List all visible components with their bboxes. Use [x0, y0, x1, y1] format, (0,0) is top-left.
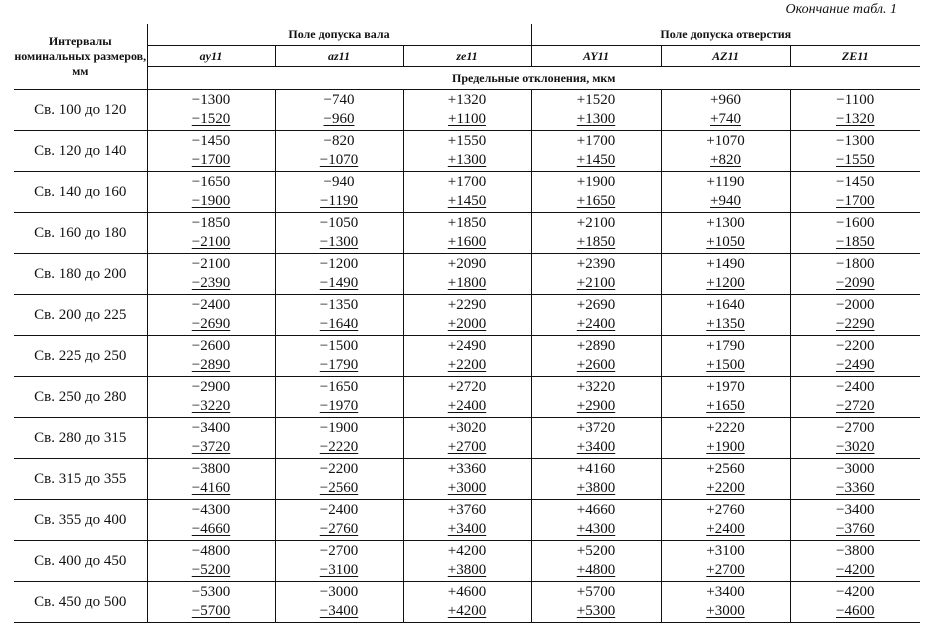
deviation-cell: [661, 213, 790, 254]
lower-deviation: −4600: [836, 603, 875, 619]
lower-deviation: +1450: [576, 152, 616, 168]
interval-cell: Св. 450 до 500: [14, 582, 147, 623]
lower-deviation: −5700: [191, 603, 231, 619]
deviation-cell: [403, 418, 531, 459]
deviation-cell: [661, 336, 790, 377]
lower-deviation: −4660: [191, 521, 231, 537]
upper-deviation: +5700: [576, 584, 616, 600]
upper-deviation: −4200: [836, 584, 875, 600]
upper-deviation: +3220: [576, 379, 616, 395]
lower-deviation: +1650: [706, 398, 745, 414]
deviation-cell: [531, 295, 661, 336]
upper-deviation: −2400: [836, 379, 875, 395]
deviation-cell: [147, 172, 275, 213]
deviation-cell: [531, 172, 661, 213]
lower-deviation: −1190: [320, 193, 358, 209]
interval-cell: Св. 250 до 280: [14, 377, 147, 418]
lower-deviation: +3000: [447, 480, 487, 496]
lower-deviation: −1300: [319, 234, 359, 250]
upper-deviation: −820: [323, 133, 355, 149]
upper-deviation: −3000: [836, 461, 875, 477]
lower-deviation: −2490: [836, 357, 875, 373]
lower-deviation: −1970: [319, 398, 359, 414]
lower-deviation: +3000: [706, 603, 745, 619]
upper-deviation: −2200: [319, 461, 359, 477]
column-header-az11: az11: [275, 46, 403, 67]
lower-deviation: −3360: [836, 480, 875, 496]
lower-deviation: +1200: [706, 275, 745, 291]
tolerance-table: [14, 24, 920, 623]
column-header-ze11: ze11: [403, 46, 531, 67]
upper-deviation: −1300: [836, 133, 875, 149]
upper-deviation: +1850: [447, 215, 487, 231]
table-row: [14, 172, 920, 213]
upper-deviation: −740: [323, 92, 355, 108]
deviation-cell: [531, 336, 661, 377]
upper-deviation: −1200: [319, 256, 359, 272]
lower-deviation: −3760: [836, 521, 875, 537]
deviation-cell: [403, 377, 531, 418]
deviation-cell: [403, 213, 531, 254]
table-row: [14, 377, 920, 418]
deviation-cell: [403, 254, 531, 295]
upper-deviation: −1850: [191, 215, 231, 231]
deviation-cell: [531, 377, 661, 418]
upper-deviation: +3400: [706, 584, 745, 600]
table-row: [14, 418, 920, 459]
lower-deviation: +2900: [576, 398, 616, 414]
deviation-cell: [147, 459, 275, 500]
deviation-cell: [275, 295, 403, 336]
lower-deviation: −1070: [319, 152, 359, 168]
lower-deviation: −1640: [319, 316, 359, 332]
lower-deviation: +1650: [576, 193, 616, 209]
column-header-AZ11: AZ11: [661, 46, 790, 67]
upper-deviation: +2090: [447, 256, 487, 272]
upper-deviation: +1700: [576, 133, 616, 149]
upper-deviation: −2200: [836, 338, 875, 354]
column-header-ay11: ay11: [147, 46, 275, 67]
deviation-cell: [790, 459, 920, 500]
deviation-cell: [147, 90, 275, 131]
lower-deviation: −2090: [836, 275, 875, 291]
deviation-cell: [275, 131, 403, 172]
deviation-cell: [531, 90, 661, 131]
lower-deviation: −4160: [191, 480, 231, 496]
upper-deviation: +5200: [576, 543, 616, 559]
lower-deviation: +1850: [576, 234, 616, 250]
deviation-cell: [147, 213, 275, 254]
lower-deviation: +3800: [576, 480, 616, 496]
lower-deviation: +2400: [447, 398, 487, 414]
deviation-cell: [147, 295, 275, 336]
lower-deviation: +1450: [447, 193, 487, 209]
deviation-cell: [275, 500, 403, 541]
upper-deviation: −2700: [319, 543, 359, 559]
lower-deviation: −2390: [191, 275, 231, 291]
deviation-cell: [403, 172, 531, 213]
lower-deviation: −1520: [191, 111, 231, 127]
upper-deviation: −3000: [319, 584, 359, 600]
lower-deviation: −2890: [191, 357, 231, 373]
lower-deviation: +2600: [576, 357, 616, 373]
deviation-cell: [275, 418, 403, 459]
deviation-cell: [790, 172, 920, 213]
upper-deviation: −940: [323, 174, 355, 190]
upper-deviation: +3020: [447, 420, 487, 436]
upper-deviation: +1970: [706, 379, 745, 395]
deviation-cell: [790, 541, 920, 582]
upper-deviation: −3400: [836, 502, 875, 518]
deviation-cell: [531, 131, 661, 172]
lower-deviation: +1500: [706, 357, 745, 373]
lower-deviation: −1550: [836, 152, 875, 168]
lower-deviation: −1700: [836, 193, 875, 209]
lower-deviation: +1350: [706, 316, 745, 332]
upper-deviation: +3760: [447, 502, 487, 518]
interval-cell: Св. 100 до 120: [14, 90, 147, 131]
deviation-cell: [531, 254, 661, 295]
deviation-cell: [147, 336, 275, 377]
upper-deviation: −3800: [836, 543, 875, 559]
lower-deviation: +1300: [447, 152, 487, 168]
lower-deviation: −2690: [191, 316, 231, 332]
deviation-cell: [661, 131, 790, 172]
lower-deviation: −2290: [836, 316, 875, 332]
lower-deviation: −1700: [191, 152, 231, 168]
upper-deviation: −1450: [836, 174, 875, 190]
table-row: [14, 90, 920, 131]
upper-deviation: −5300: [191, 584, 231, 600]
deviation-cell: [661, 377, 790, 418]
lower-deviation: −1850: [836, 234, 875, 250]
lower-deviation: −1490: [319, 275, 359, 291]
upper-deviation: −1350: [319, 297, 359, 313]
lower-deviation: +1800: [447, 275, 487, 291]
deviation-cell: [790, 377, 920, 418]
deviation-cell: [403, 459, 531, 500]
column-header-ZE11: ZE11: [790, 46, 920, 67]
lower-deviation: −1790: [319, 357, 359, 373]
interval-cell: Св. 200 до 225: [14, 295, 147, 336]
upper-deviation: +2560: [706, 461, 745, 477]
deviation-cell: [275, 377, 403, 418]
upper-deviation: +960: [710, 92, 741, 108]
upper-deviation: +2760: [706, 502, 745, 518]
deviation-cell: [661, 582, 790, 623]
upper-deviation: +1520: [576, 92, 616, 108]
upper-deviation: +3360: [447, 461, 487, 477]
upper-deviation: +4200: [447, 543, 487, 559]
deviation-cell: [531, 418, 661, 459]
deviation-cell: [661, 418, 790, 459]
lower-deviation: −4200: [836, 562, 875, 578]
deviation-cell: [403, 336, 531, 377]
upper-deviation: +1300: [706, 215, 745, 231]
upper-deviation: +4600: [447, 584, 487, 600]
deviation-cell: [661, 541, 790, 582]
deviations-header: Предельные отклонения, мкм: [147, 67, 920, 90]
shaft-group-header: Поле допуска вала: [147, 24, 531, 46]
lower-deviation: +1050: [706, 234, 745, 250]
lower-deviation: +4300: [576, 521, 616, 537]
lower-deviation: −5200: [191, 562, 231, 578]
upper-deviation: +1640: [706, 297, 745, 313]
lower-deviation: +1300: [576, 111, 616, 127]
lower-deviation: +2700: [706, 562, 745, 578]
deviation-cell: [147, 541, 275, 582]
lower-deviation: −2560: [319, 480, 359, 496]
deviation-cell: [275, 582, 403, 623]
lower-deviation: +1600: [447, 234, 487, 250]
deviation-cell: [147, 254, 275, 295]
table-row: [14, 131, 920, 172]
intervals-header: Интервалы номинальных размеров, мм: [14, 24, 147, 90]
lower-deviation: +2200: [706, 480, 745, 496]
upper-deviation: +3100: [706, 543, 745, 559]
lower-deviation: −3400: [319, 603, 359, 619]
lower-deviation: −2100: [191, 234, 231, 250]
lower-deviation: +2000: [447, 316, 487, 332]
deviation-cell: [790, 131, 920, 172]
table-row: [14, 336, 920, 377]
table-row: [14, 541, 920, 582]
deviation-cell: [403, 131, 531, 172]
deviation-cell: [275, 336, 403, 377]
lower-deviation: +4800: [576, 562, 616, 578]
deviation-cell: [661, 459, 790, 500]
upper-deviation: −4800: [191, 543, 231, 559]
interval-cell: Св. 280 до 315: [14, 418, 147, 459]
interval-cell: Св. 180 до 200: [14, 254, 147, 295]
upper-deviation: −1650: [319, 379, 359, 395]
lower-deviation: +940: [710, 193, 741, 209]
deviation-cell: [790, 418, 920, 459]
lower-deviation: +820: [710, 152, 741, 168]
table-row: [14, 295, 920, 336]
upper-deviation: +1320: [447, 92, 487, 108]
deviation-cell: [403, 541, 531, 582]
lower-deviation: −2760: [319, 521, 359, 537]
deviation-cell: [147, 500, 275, 541]
lower-deviation: +3400: [576, 439, 616, 455]
lower-deviation: +3400: [447, 521, 487, 537]
deviation-cell: [790, 254, 920, 295]
lower-deviation: −3100: [319, 562, 359, 578]
lower-deviation: −1320: [836, 111, 875, 127]
deviation-cell: [661, 295, 790, 336]
upper-deviation: +1190: [706, 174, 745, 190]
upper-deviation: −2600: [191, 338, 231, 354]
column-header-AY11: AY11: [531, 46, 661, 67]
upper-deviation: +2720: [447, 379, 487, 395]
hole-group-header: Поле допуска отверстия: [531, 24, 920, 46]
deviation-cell: [661, 90, 790, 131]
upper-deviation: −1050: [319, 215, 359, 231]
deviation-cell: [790, 336, 920, 377]
deviation-cell: [531, 541, 661, 582]
lower-deviation: −3020: [836, 439, 875, 455]
lower-deviation: −3220: [191, 398, 231, 414]
deviation-cell: [790, 582, 920, 623]
upper-deviation: −2400: [191, 297, 231, 313]
upper-deviation: +4160: [576, 461, 616, 477]
upper-deviation: −1800: [836, 256, 875, 272]
deviation-cell: [147, 418, 275, 459]
upper-deviation: +3720: [576, 420, 616, 436]
upper-deviation: −2900: [191, 379, 231, 395]
lower-deviation: −1900: [191, 193, 231, 209]
interval-cell: Св. 355 до 400: [14, 500, 147, 541]
upper-deviation: −3400: [191, 420, 231, 436]
upper-deviation: +2690: [576, 297, 616, 313]
table-row: [14, 254, 920, 295]
upper-deviation: −1900: [319, 420, 359, 436]
deviation-cell: [790, 500, 920, 541]
deviation-cell: [147, 377, 275, 418]
table-body: [14, 90, 920, 623]
upper-deviation: +1900: [576, 174, 616, 190]
deviation-cell: [403, 500, 531, 541]
deviation-cell: [275, 254, 403, 295]
deviation-cell: [403, 295, 531, 336]
deviation-cell: [275, 90, 403, 131]
upper-deviation: −2700: [836, 420, 875, 436]
upper-deviation: +2290: [447, 297, 487, 313]
deviation-cell: [275, 459, 403, 500]
deviation-cell: [790, 295, 920, 336]
lower-deviation: −960: [323, 111, 355, 127]
upper-deviation: −2000: [836, 297, 875, 313]
upper-deviation: +1490: [706, 256, 745, 272]
deviation-cell: [403, 90, 531, 131]
deviation-cell: [275, 541, 403, 582]
interval-cell: Св. 225 до 250: [14, 336, 147, 377]
deviation-cell: [275, 172, 403, 213]
upper-deviation: +2390: [576, 256, 616, 272]
upper-deviation: −1100: [836, 92, 875, 108]
lower-deviation: +2700: [447, 439, 487, 455]
interval-cell: Св. 315 до 355: [14, 459, 147, 500]
lower-deviation: −3720: [191, 439, 231, 455]
upper-deviation: −3800: [191, 461, 231, 477]
upper-deviation: +2890: [576, 338, 616, 354]
table-row: [14, 459, 920, 500]
lower-deviation: +3800: [447, 562, 487, 578]
deviation-cell: [661, 254, 790, 295]
upper-deviation: −2400: [319, 502, 359, 518]
lower-deviation: +1100: [448, 111, 486, 127]
lower-deviation: +2400: [576, 316, 616, 332]
lower-deviation: −2220: [319, 439, 359, 455]
upper-deviation: −2100: [191, 256, 231, 272]
upper-deviation: +4660: [576, 502, 616, 518]
upper-deviation: −4300: [191, 502, 231, 518]
lower-deviation: −2720: [836, 398, 875, 414]
lower-deviation: +2400: [706, 521, 745, 537]
deviation-cell: [275, 213, 403, 254]
interval-cell: Св. 160 до 180: [14, 213, 147, 254]
deviation-cell: [531, 459, 661, 500]
upper-deviation: +2490: [447, 338, 487, 354]
lower-deviation: +740: [710, 111, 741, 127]
upper-deviation: +2100: [576, 215, 616, 231]
lower-deviation: +4200: [447, 603, 487, 619]
lower-deviation: +5300: [576, 603, 616, 619]
deviation-cell: [790, 213, 920, 254]
interval-cell: Св. 400 до 450: [14, 541, 147, 582]
upper-deviation: −1600: [836, 215, 875, 231]
table-caption: Окончание табл. 1: [785, 2, 897, 17]
upper-deviation: +1790: [706, 338, 745, 354]
upper-deviation: +1070: [706, 133, 745, 149]
deviation-cell: [147, 582, 275, 623]
table-row: [14, 500, 920, 541]
deviation-cell: [790, 90, 920, 131]
upper-deviation: +1700: [447, 174, 487, 190]
upper-deviation: −1300: [191, 92, 231, 108]
table-row: [14, 213, 920, 254]
upper-deviation: +2220: [706, 420, 745, 436]
lower-deviation: +2100: [576, 275, 616, 291]
deviation-cell: [403, 582, 531, 623]
deviation-cell: [147, 131, 275, 172]
upper-deviation: +1550: [447, 133, 487, 149]
lower-deviation: +1900: [706, 439, 745, 455]
upper-deviation: −1450: [191, 133, 231, 149]
interval-cell: Св. 120 до 140: [14, 131, 147, 172]
deviation-cell: [531, 500, 661, 541]
lower-deviation: +2200: [447, 357, 487, 373]
table-row: [14, 582, 920, 623]
interval-cell: Св. 140 до 160: [14, 172, 147, 213]
deviation-cell: [661, 500, 790, 541]
upper-deviation: −1500: [319, 338, 359, 354]
deviation-cell: [531, 582, 661, 623]
upper-deviation: −1650: [191, 174, 231, 190]
deviation-cell: [661, 172, 790, 213]
deviation-cell: [531, 213, 661, 254]
